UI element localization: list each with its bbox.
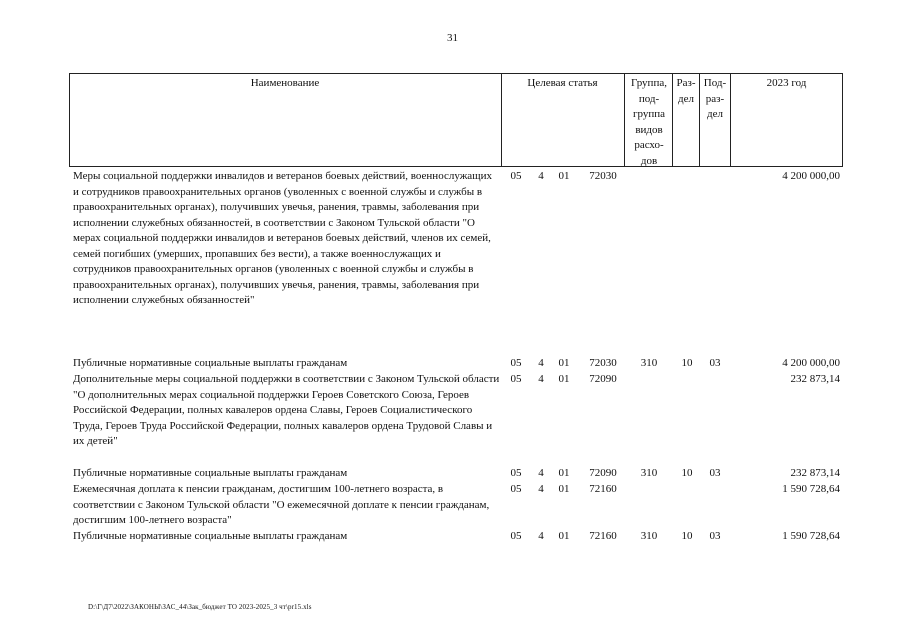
row-code-4: 72030 xyxy=(589,357,617,369)
row-name: Публичные нормативные социальные выплаты гражданам xyxy=(73,467,348,479)
header-subsection: Под- раз- дел xyxy=(703,77,727,120)
row-group: 310 xyxy=(640,530,658,542)
row-code-2: 4 xyxy=(538,530,544,542)
row-amount: 232 873,14 xyxy=(790,373,840,385)
row-code-1: 05 xyxy=(510,483,522,495)
row-code-3: 01 xyxy=(558,373,570,385)
row-group: 310 xyxy=(640,467,658,479)
row-code-3: 01 xyxy=(558,483,570,495)
page-number: 31 xyxy=(447,32,458,44)
row-subsection: 03 xyxy=(709,467,721,479)
row-code-1: 05 xyxy=(510,530,522,542)
row-subsection: 03 xyxy=(709,530,721,542)
row-amount: 4 200 000,00 xyxy=(782,357,840,369)
row-code-3: 01 xyxy=(558,467,570,479)
header-group: Группа, под- группа видов расхо- дов xyxy=(631,77,667,167)
row-code-3: 01 xyxy=(558,357,570,369)
row-code-1: 05 xyxy=(510,467,522,479)
row-name: Дополнительные меры социальной поддержки в соответствии с Законом Тульской области "О дополнительных мерах социальной поддержки Героев Советского Союза, Героев Российской Федерации, полных кавалеров ордена Славы, Героев Социалистического Труда, Героев Труда Российской Федерации, полных кавалеров ордена Трудовой Славы и их детей" xyxy=(73,373,500,447)
row-code-4: 72090 xyxy=(589,373,617,385)
row-code-3: 01 xyxy=(558,170,570,182)
row-amount: 1 590 728,64 xyxy=(782,530,840,542)
row-code-2: 4 xyxy=(538,373,544,385)
row-code-1: 05 xyxy=(510,170,522,182)
header-target: Целевая статья xyxy=(527,77,598,89)
row-code-4: 72090 xyxy=(589,467,617,479)
row-name: Публичные нормативные социальные выплаты гражданам xyxy=(73,357,348,369)
row-code-3: 01 xyxy=(558,530,570,542)
row-amount: 4 200 000,00 xyxy=(782,170,840,182)
row-amount: 232 873,14 xyxy=(790,467,840,479)
header-section: Раз- дел xyxy=(676,77,696,105)
row-name: Ежемесячная доплата к пенсии гражданам, достигшим 100-летнего возраста, в соответствии с Законом Тульской области "О ежемесячной доплате к пенсии гражданам, достигшим 100-летнего возраста" xyxy=(73,483,490,526)
row-amount: 1 590 728,64 xyxy=(782,483,840,495)
row-subsection: 03 xyxy=(709,357,721,369)
row-section: 10 xyxy=(681,530,693,542)
row-name: Меры социальной поддержки инвалидов и ветеранов боевых действий, военнослужащих и сотрудников правоохранительных органов (уволенных с военной службы и службы в правоохранительных органах), получивших увечья, ранения, травмы, заболевания при исполнении служебных обязанностей, в соответствии с Законом Тульской области "О мерах социальной поддержки инвалидов и ветеранов боевых действий, членов их семей, семей погибших (умерших, пропавших без вести), а также военнослужащих и сотрудников правоохранительных органов (уволенных с военной службы и службы в правоохранительных органах), получивших увечья, ранения, травмы, заболевания при исполнении служебных обязанностей" xyxy=(73,170,493,306)
row-code-2: 4 xyxy=(538,467,544,479)
row-code-1: 05 xyxy=(510,373,522,385)
footer-file-path: D:\Г\Д7\2022\ЗАКОНЫ\ЗАС_44\Зак_бюджет ТО 2023-2025_3 чт\pr15.xls xyxy=(88,603,312,611)
column-divider xyxy=(624,73,625,167)
row-section: 10 xyxy=(681,357,693,369)
row-section: 10 xyxy=(681,467,693,479)
row-code-2: 4 xyxy=(538,483,544,495)
row-code-4: 72160 xyxy=(589,530,617,542)
row-name: Публичные нормативные социальные выплаты гражданам xyxy=(73,530,348,542)
row-code-2: 4 xyxy=(538,170,544,182)
row-code-4: 72030 xyxy=(589,170,617,182)
header-year: 2023 год xyxy=(766,77,807,89)
row-code-1: 05 xyxy=(510,357,522,369)
header-name: Наименование xyxy=(250,77,320,89)
row-group: 310 xyxy=(640,357,658,369)
row-code-4: 72160 xyxy=(589,483,617,495)
row-code-2: 4 xyxy=(538,357,544,369)
